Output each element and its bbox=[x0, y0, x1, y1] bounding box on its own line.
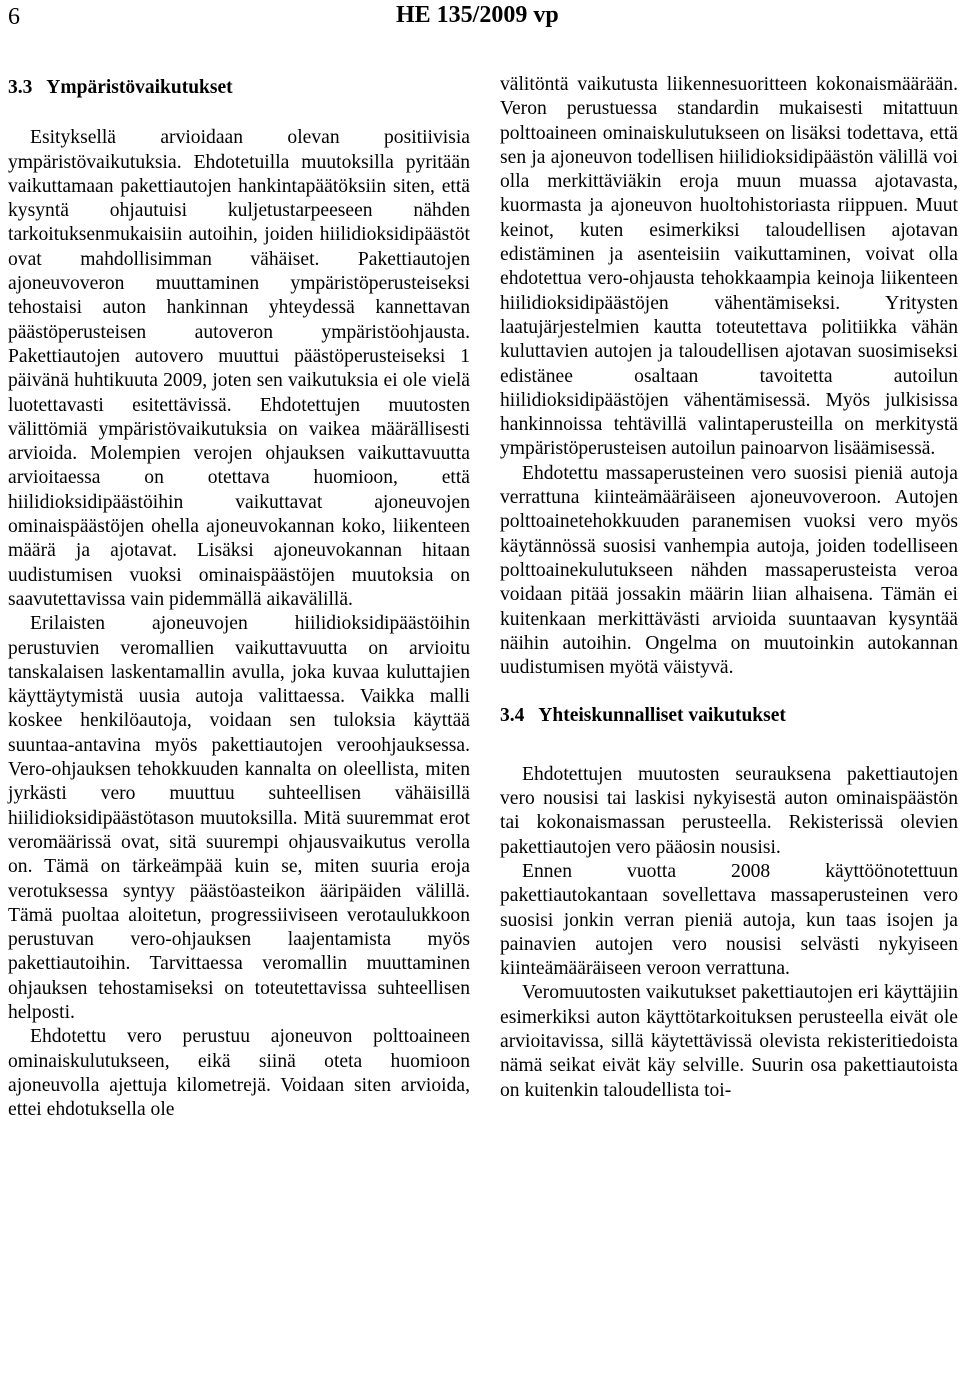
section-heading-3-3: 3.3 Ympäristövaikutukset bbox=[8, 77, 233, 98]
paragraph-continuation: välitöntä vaikutusta liikennesuoritteen kokonaismäärään. Veron perustuessa standardin mukaisesti mitattuun polttoaineen ominaiskulutukseen on lisäksi todettava, että sen ja ajoneuvon todellisen hiilidioksidipäästön välillä voi olla merkittäviäkin eroja muun muassa ajotavasta, kuormasta ja ajoneuvon huoltohistoriasta riippuen. Muut keinot, kuten esimerkiksi taloudellisen ajotavan edistäminen ja asenteisiin vaikuttaminen, voivat olla ehdotettua vero-ohjausta tehokkaampia keinoja liikenteen hiilidioksidipäästöjen vähentämiseksi. Yritysten laatujärjestelmien kautta toteutettava politiikka vähän kuluttavien autojen ja taloudellisen ajotavan suosimiseksi edistänee osaltaan tavoitetta autoilun hiilidioksidipäästöjen vähentämisessä. Myös julkisissa hankinnoissa tehtävillä valintaperusteilla on merkitystä ympäristöperusteisen autoilun painoarvon lisäämisessä. bbox=[500, 74, 958, 460]
paragraph: Ehdotettujen muutosten seurauksena pakettiautojen vero nousisi tai laskisi nykyisestä auton ominaispäästön tai kokonaismassan perusteella. Rekisterissä olevien pakettiautojen vero pääosin nousisi. bbox=[500, 763, 958, 858]
left-column bbox=[8, 73, 470, 1122]
paragraph: Veromuutosten vaikutukset pakettiautojen eri käyttäjiin esimerkiksi auton käyttötarkoituksen perusteella eivät ole arvioitavissa, sillä käytettävissä olevista rekisteritiedoista nämä seikat eivät käy selville. Suurin osa pakettiautoista on kuitenkin taloudellista toi- bbox=[500, 982, 958, 1101]
paragraph: Erilaisten ajoneuvojen hiilidioksidipäästöihin perustuvien veromallien vaikuttavuutta on arvioitu tanskalaisen laskentamallin avulla, joka kuvaa kuluttajien käyttäytymistä uusia autoja valittaessa. Vaikka malli koskee henkilöautoja, voidaan sen tuloksia käyttää suuntaa-antavina myös pakettiautojen veroohjauksessa. Vero-ohjauksen tehokkuuden kannalta on oleellista, miten jyrkästi vero muuttuu suhteellisen vähäisillä hiilidioksidipäästötason muutoksilla. Mitä suuremmat erot veromäärissä ovat, sitä suurempi ohjausvaikutus verolla on. Tämä on tärkeämpää kuin se, miten suuria eroja verotuksessa syntyy päästöasteikon ääripäiden välillä. Tämä puoltaa aloitetun, progressiiviseen verotaulukkoon perustuvan vero-ohjauksen laajentamista myös pakettiautoihin. Tarvittaessa veromallin muuttaminen ohjauksen tehostamiseksi on toteutettavissa suhteellisen helposti. bbox=[8, 613, 470, 1023]
page-number: 6 bbox=[8, 4, 20, 30]
section-heading-3-4: 3.4 Yhteiskunnalliset vaikutukset bbox=[500, 705, 786, 727]
right-column bbox=[500, 73, 958, 1103]
paragraph: Ehdotettu massaperusteinen vero suosisi pieniä autoja verrattuna kiinteämääräiseen ajoneuvoveroon. Autojen polttoainetehokkuuden paranemisen vuoksi vero myös käytännössä suosisi vanhempia autoja, joiden todelliseen polttoainekulutukseen nähden massaperusteista veroa voidaan pitää jossakin määrin liian alhaisena. Tämän ei kuitenkaan merkittävästi arvioida suuntaavan kysyntää näihin autoihin. Ongelma on muutoinkin autokannan uudistumisen myötä väistyvä. bbox=[500, 462, 958, 679]
paragraph: Esityksellä arvioidaan olevan positiivisia ympäristövaikutuksia. Ehdotetuilla muutoksilla pyritään vaikuttamaan pakettiautojen hankintapäätöksiin siten, että kysyntä ohjautuisi kuljetustarpeeseen nähden tarkoituksenmukaisiin autoihin, joiden hiilidioksidipäästöt ovat mahdollisimman vähäiset. Pakettiautojen ajoneuvoveron muuttaminen ympäristöperusteiseksi tehostaisi auton hankinnan yhteydessä kannettavan päästöperusteisen autoveron ympäristöohjausta. Pakettiautojen autovero muuttui päästöperusteiseksi 1 päivänä huhtikuuta 2009, joten sen vaikutuksia ei ole vielä luotettavasti esitettävissä. Ehdotettujen muutosten välittömiä ympäristövaikutuksia on vaikea määrällisesti arvioida. Molempien verojen ohjauksen vaikuttavuutta arvioitaessa on otettava huomioon, että hiilidioksidipäästöihin vaikuttavat ajoneuvojen ominaispäästöjen ohella ajoneuvokannan koko, liikenteen määrä ja ajotavat. Lisäksi ajoneuvokannan hitaan uudistumisen vuoksi ominaispäästöjen muutoksia on saavutettavissa vain pidemmällä aikavälillä. bbox=[8, 127, 470, 610]
paragraph: Ehdotettu vero perustuu ajoneuvon polttoaineen ominaiskulutukseen, eikä siinä oteta huomioon ajoneuvolla ajettuja kilometrejä. Voidaan siten arvioida, ettei ehdotuksella ole bbox=[8, 1026, 470, 1121]
paragraph: Ennen vuotta 2008 käyttöönotettuun pakettiautokantaan sovellettava massaperusteinen vero suosisi jonkin verran pieniä autoja, kun taas isojen ja painavien autojen vero nousisi selvästi nykyiseen kiinteämääräiseen veroon verrattuna. bbox=[500, 860, 958, 980]
document-id: HE 135/2009 vp bbox=[396, 2, 559, 28]
